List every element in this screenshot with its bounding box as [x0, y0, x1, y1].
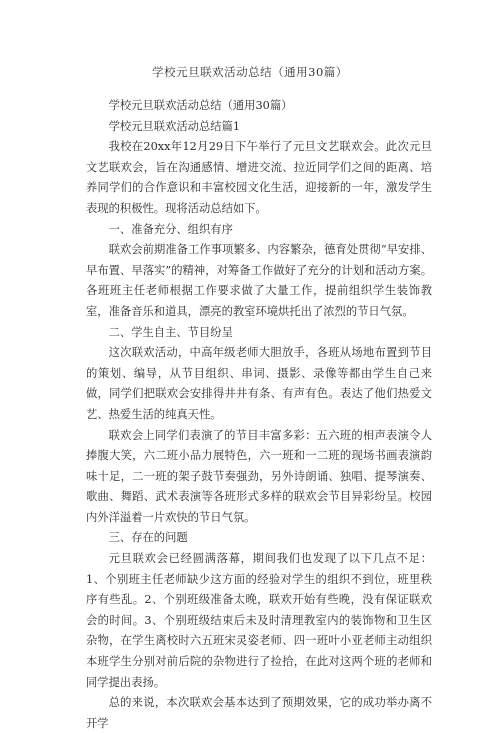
paragraph-programs: 这次联欢活动，中高年级老师大胆放手，各班从场地布置到节目的策划、编导，从节目组织、串词、摄影、录像等都由学生自己来做，同学们把联欢会安排得井井有条、有声有色。表达了他们热爱文艺、热爱生活的纯真天性。 — [86, 346, 432, 421]
section-title: 学校元旦联欢活动总结篇1 — [108, 119, 241, 133]
paragraph-preparation: 联欢会前期准备工作事项繁多、内容繁杂，德育处贯彻“早安排、早布置、早落实”的精神，对筹备工作做好了充分的计划和活动方案。各班班主任老师根据工作要求做了大量工作，提前组织学生装饰教室，准备音乐和道具，漂亮的教室环境烘托出了浓烈的节日气氛。 — [86, 243, 432, 318]
document-subtitle: 学校元旦联欢活动总结（通用30篇） — [108, 99, 293, 112]
paragraph-problems: 元旦联欢会已经圆满落幕，期间我们也发现了以下几点不足：1、个别班主任老师缺少这方面的经验对学生的组织不到位，班里秩序有些乱。2、个别班级准备太晚，联欢开始有些晚，没有保证联欢会的时间。3、个别班级结束后未及时清理教室内的装饰物和卫生区杂物，在学生离校时六五班宋灵姿老师、四一班叶小亚老师主动组织本班学生分别对前后院的杂物进行了捡拾，在此对这两个班的老师和同学提出表扬。 — [86, 552, 432, 689]
heading-preparation: 一、准备充分、组织有序 — [108, 222, 233, 236]
paragraph-summary: 总的来说，本次联欢会基本达到了预期效果，它的成功举办离不开学 — [86, 696, 432, 730]
paragraph-performances: 联欢会上同学们表演了的节目丰富多彩：五六班的相声表演令人捧腹大笑，六二班小品力展特色，六一班和一二班的现场书画表演韵味十足，二一班的架子鼓节奏强劲，另外诗朗诵、独唱、提琴演奏、歌曲、舞蹈、武术表演等各班形式多样的联欢会节目异彩纷呈。校园内外洋溢着一片欢快的节日气氛。 — [86, 428, 432, 524]
heading-programs: 二、学生自主、节目纷呈 — [108, 325, 233, 339]
document-title: 学校元旦联欢活动总结（通用30篇） — [152, 65, 348, 79]
document-body — [86, 96, 432, 734]
intro-paragraph: 我校在20xx年12月29日下午举行了元旦文艺联欢会。此次元旦文艺联欢会，旨在沟通感情、增进交流、拉近同学们之间的距离、培养同学们的合作意识和丰富校园文化生活，迎接新的一年，激发学生表现的积极性。现将活动总结如下。 — [86, 140, 432, 215]
heading-problems: 三、存在的问题 — [108, 531, 188, 545]
